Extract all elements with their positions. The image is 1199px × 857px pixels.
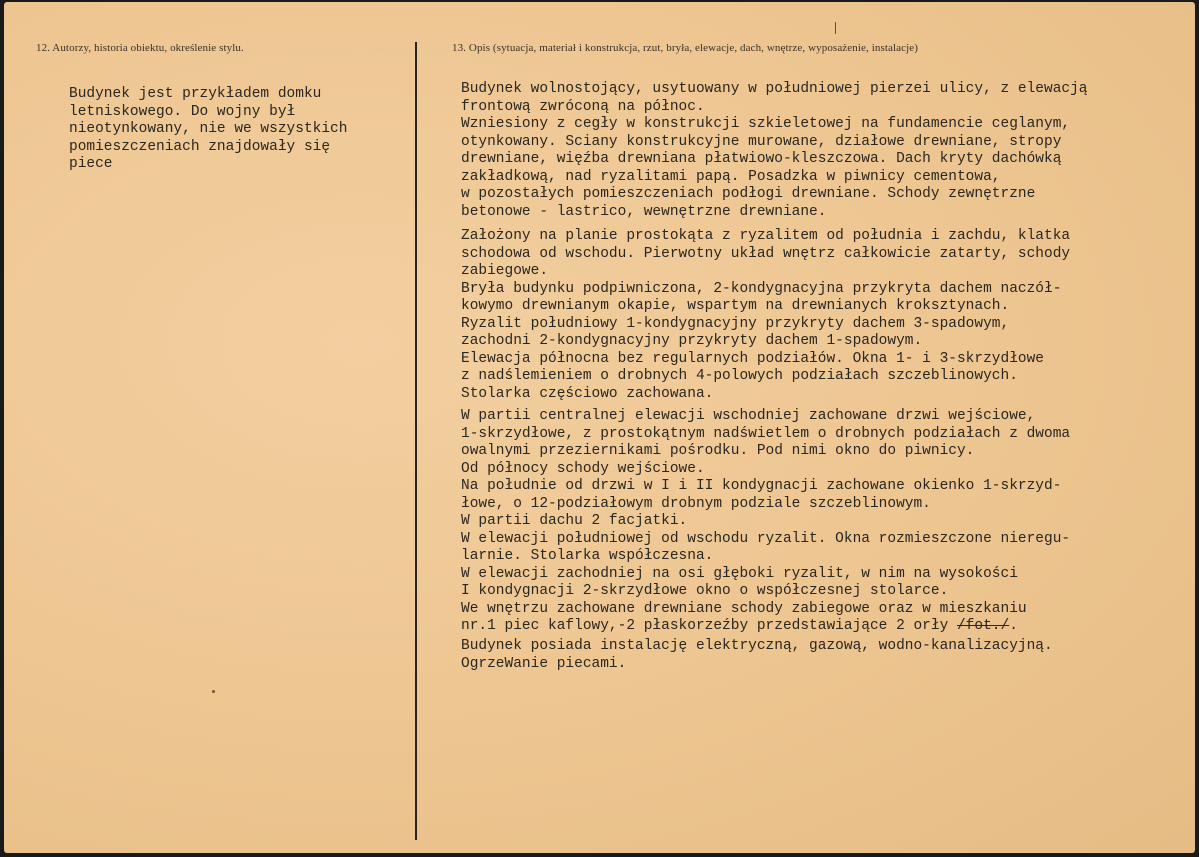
section-13-header: 13. Opis (sytuacja, materiał i konstrukcja, rzut, bryła, elewacje, dach, wnętrze, wyposażenie, instalacje) <box>452 42 918 54</box>
section-13-paragraph-1: Budynek wolnostojący, usytuowany w południowej pierzei ulicy, z elewacją frontową zwróconą na północ. Wzniesiony z cegły w konstrukcji szkieletowej na fundamencie ceglanym, otynkowany. Sciany konstrukcyjne murowane, działowe drewniane, stropy drewniane, więźba drewniana płatwiowo-kleszczowa. Dach kryty dachówką zakładkową, nad ryzalitami papą. Posadzka w piwnicy cementowa, w pozostałych pomieszczeniach podłogi drewniane. Schody zewnętrzne betonowe - lastrico, wewnętrzne drewniane. <box>461 81 1088 220</box>
record-card <box>4 2 1195 853</box>
struck-photo-note: /fot./ <box>956 618 1010 634</box>
column-divider <box>415 42 417 840</box>
section-13-paragraph-3 <box>461 408 1070 636</box>
paper-speck <box>212 690 215 693</box>
section-13-paragraph-4: Budynek posiada instalację elektryczną, gazową, wodno-kanalizacyjną. OgrzeWanie piecami. <box>461 638 1053 672</box>
section-13-paragraph-2: Założony na planie prostokąta z ryzalitem od południa i zachdu, klatka schodowa od wschodu. Pierwotny układ wnętrz całkowicie zatarty, schody zabiegowe. Bryła budynku podpiwniczona, 2-kondygnacyjna przykryta dachem naczół- kowymo drewnianym okapie, wspartym na drewnianych kroksztynach. Ryzalit południowy 1-kondygnacyjny przykryty dachem 3-spadowym, zachodni 2-kondygnacyjny przykryty dachem 1-spadowym. Elewacja północna bez regularnych podziałów. Okna 1- i 3-skrzydłowe z nadślemieniem o drobnych 4-polowych podziałach szczeblinowych. Stolarka częściowo zachowana. <box>461 228 1071 402</box>
section-12-text: Budynek jest przykładem domku letniskowego. Do wojny był nieotynkowany, nie we wszystkich pomieszczeniach znajdowały się piece <box>69 86 348 172</box>
section-13-paragraph-3-body: W partii centralnej elewacji wschodniej zachowane drzwi wejściowe, 1-skrzydłowe, z prostokątnym nadświetlem o drobnych podziałach z dwoma owalnymi przeziernikami pośrodku. Pod nimi okno do piwnicy. Od północy schody wejściowe. Na południe od drzwi w I i II kondygnacji zachowane okienko 1-skrzyd- łowe, o 12-podziałowym drobnym podziale szczeblinowym. W partii dachu 2 facjatki. W elewacji południowej od wschodu ryzalit. Okna rozmieszczone nieregu- larnie. Stolarka współczesna. W elewacji zachodniej na osi głęboki ryzalit, w nim na wysokości I kondygnacji 2-skrzydłowe okno o współczesnej stolarce. We wnętrzu zachowane drewniane schody zabiegowe oraz w mieszkaniu <box>461 408 1071 617</box>
margin-mark <box>835 22 836 34</box>
final-period: . <box>1009 618 1018 634</box>
section-13-paragraph-3-last-line: nr.1 piec kaflowy,-2 płaskorzeźby przedstawiające 2 orły <box>461 618 957 634</box>
section-12-header: 12. Autorzy, historia obiektu, określenie stylu. <box>36 42 244 54</box>
